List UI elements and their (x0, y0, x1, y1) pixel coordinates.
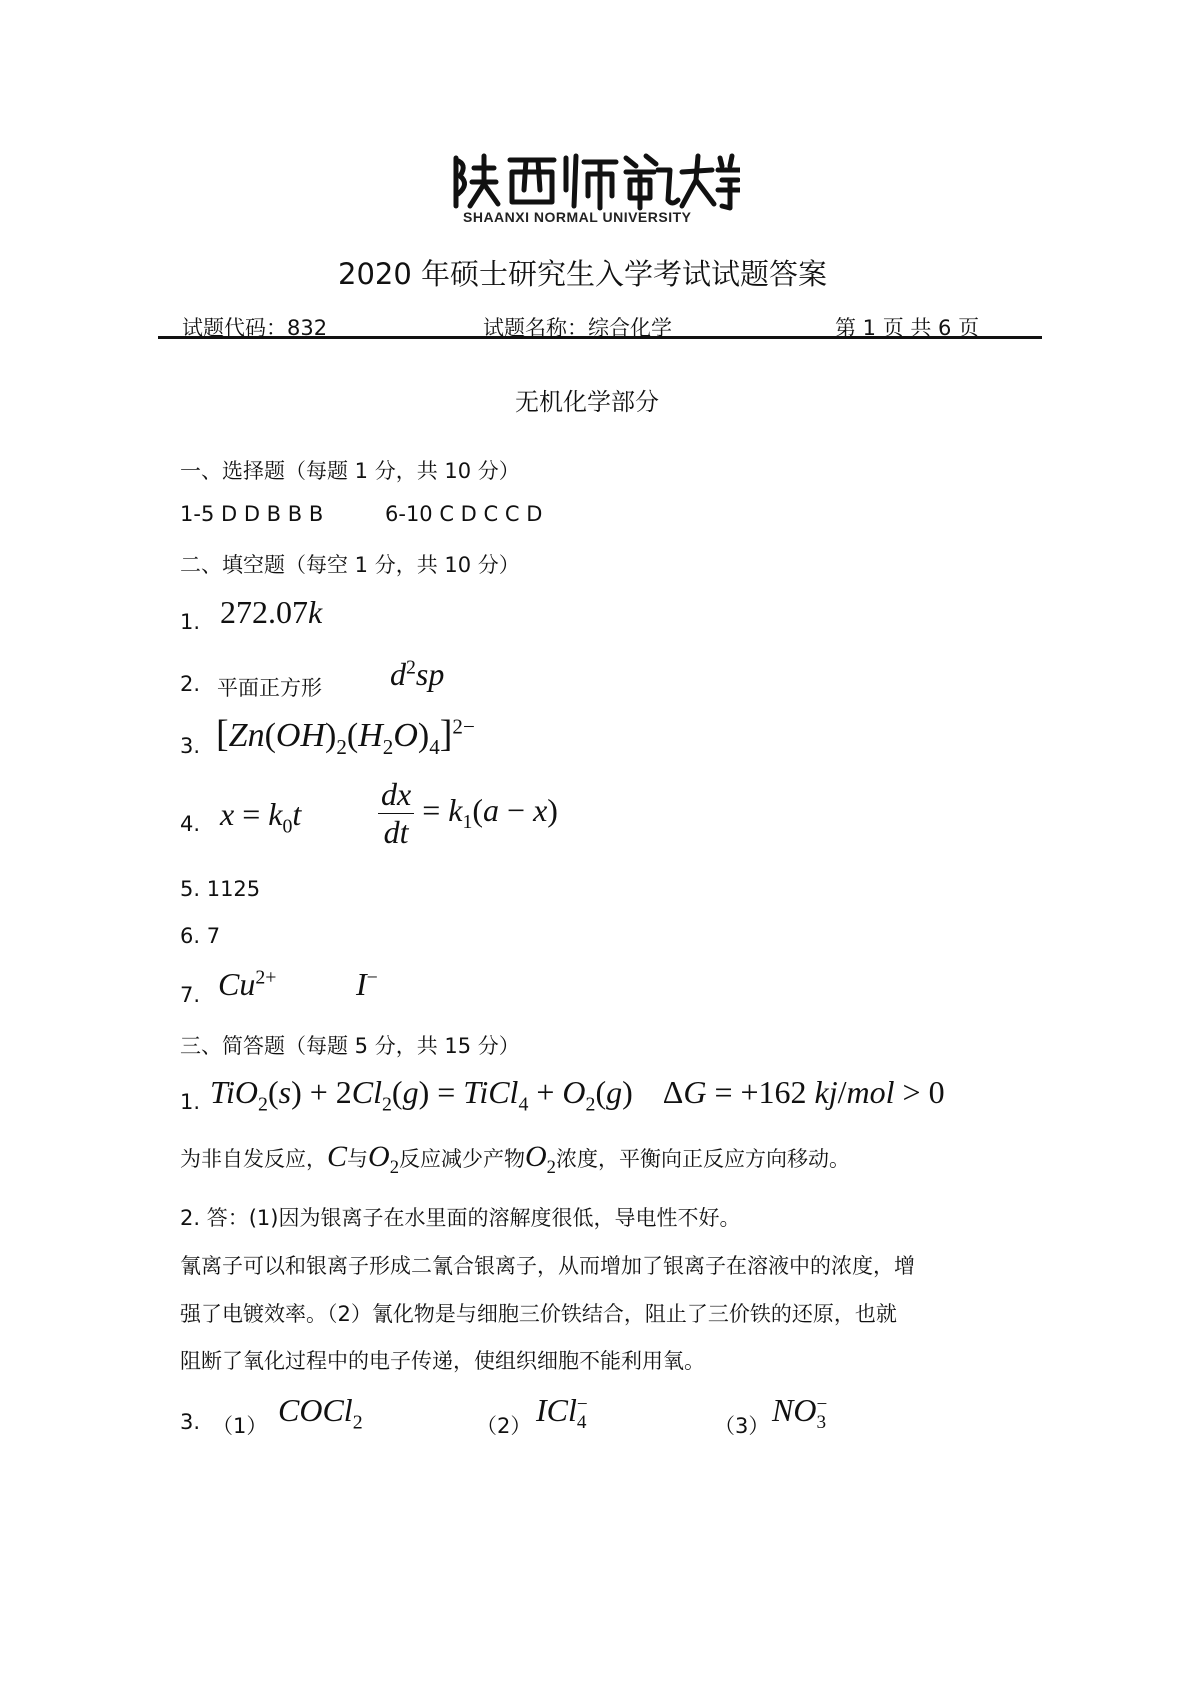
q2-number: 2. (180, 672, 201, 696)
a3-label-1: （1） (212, 1414, 268, 1438)
a2-line-4: 阻断了氧化过程中的电子传递，使组织细胞不能利用氧。 (180, 1349, 705, 1373)
part1-heading: 一、选择题（每题 1 分，共 10 分） (180, 459, 520, 483)
a3-label-2: （2） (476, 1414, 532, 1438)
page-title: 2020 年硕士研究生入学考试试题答案 (338, 257, 828, 291)
university-calligraphy-logo (450, 150, 740, 212)
a2-line-2: 氰离子可以和银离子形成二氰合银离子，从而增加了银离子在溶液中的浓度，增 (180, 1254, 915, 1278)
q2-text: 平面正方形 (217, 676, 322, 700)
page-number: 第 1 页 共 6 页 (835, 316, 980, 340)
q7-number: 7. (180, 983, 201, 1007)
q3-number: 3. (180, 734, 201, 758)
part2-heading: 二、填空题（每空 1 分，共 10 分） (180, 553, 520, 577)
q4-number: 4. (180, 812, 201, 836)
a2-line-1: 2. 答：(1)因为银离子在水里面的溶解度很低，导电性不好。 (180, 1206, 741, 1230)
q7-ion-1: $Cu^{2+}$ (218, 966, 277, 1002)
q6-answer: 6. 7 (180, 924, 221, 948)
a3-formula-3: NO − 3 (772, 1392, 828, 1433)
q1-answer: 272.07k (220, 594, 323, 630)
a3-formula-1: COCl$_2$ (278, 1392, 363, 1434)
q4-first-order: $\frac{dx}{dt}$ = $k_1(a - x)$ (378, 776, 558, 851)
exam-code: 试题代码：832 (182, 316, 328, 340)
a3-number: 3. (180, 1410, 201, 1434)
q2-hybridization: $d^2sp$ (390, 656, 445, 692)
a2-line-3: 强了电镀效率。（2）氰化物是与细胞三价铁结合，阻止了三价铁的还原，也就 (180, 1302, 897, 1326)
q3-complex-formula: $[Zn(OH)_2(H_2O)_4]^{2-}$ (216, 713, 475, 759)
logo-english-name: SHAANXI NORMAL UNIVERSITY (463, 209, 692, 225)
q1-number: 1. (180, 610, 201, 634)
part3-heading: 三、简答题（每题 5 分，共 15 分） (180, 1034, 520, 1058)
a1-number: 1. (180, 1090, 201, 1114)
a1-explanation: 为非自发反应，C与$O_2$反应减少产物$O_2$浓度，平衡向正反应方向移动。 (180, 1140, 850, 1178)
q7-ion-2: I− (356, 966, 378, 1002)
header-divider (158, 336, 1042, 339)
a3-label-3: （3） (714, 1414, 770, 1438)
a1-reaction-equation: $TiO_2(s) + 2Cl_2(g)$ = TiCl$_4$ + $O_2(g) \Delta G = +162$ kj/mol > 0 (210, 1074, 945, 1116)
section-title: 无机化学部分 (515, 388, 659, 416)
q5-answer: 5. 1125 (180, 877, 261, 901)
q4-zero-order: $x = k_0t$ (220, 796, 302, 838)
exam-name: 试题名称：综合化学 (483, 316, 672, 340)
part1-answers-6-10: 6-10 C D C C D (385, 502, 543, 526)
part1-answers-1-5: 1-5 D D B B B (180, 502, 324, 526)
a3-formula-2: ICl − 4 (536, 1392, 588, 1433)
